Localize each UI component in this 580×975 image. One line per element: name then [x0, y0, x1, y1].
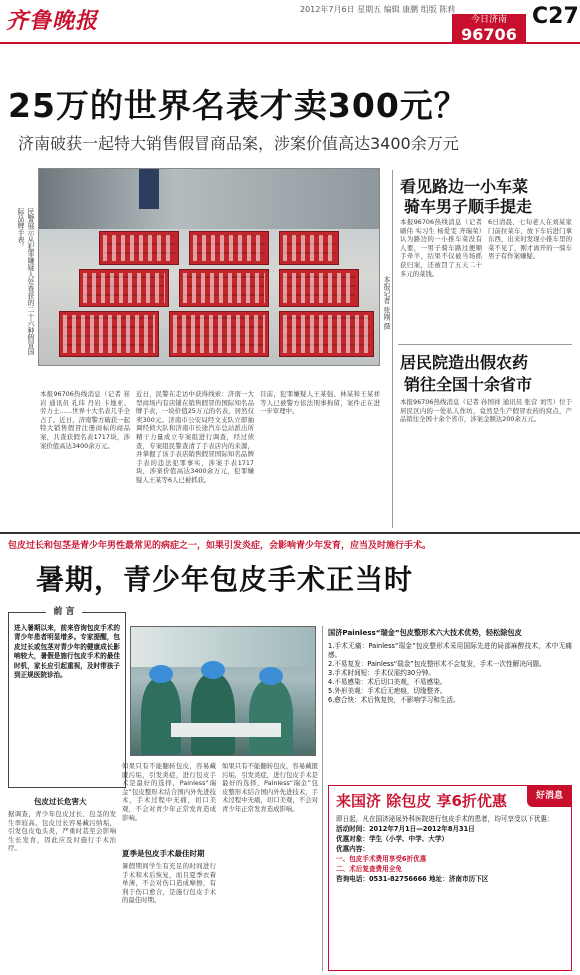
story3-body-p1: 本报96706热线消息（记者 孙国祥 通讯员 张营 刘雪）位于居民区内的一处私人作坊，竟然是生产假冒农药的窝点，产品销往全国十余个省市，涉案金额达200余万元。: [400, 398, 572, 424]
promo-line-7: 咨询电话：0531-82756666 地址：济南市历下区: [336, 875, 489, 883]
story3-headline-2: 销往全国十余省市: [404, 375, 533, 394]
lead-photo-byline: 本报记者 张刚 摄: [383, 276, 391, 330]
lead-subhead: 济南破获一起特大销售假冒商品案，涉案价值高达3400余万元: [18, 134, 459, 153]
promo-line-6: 二、术后复查费用全免: [336, 865, 402, 873]
summer-body-2: [222, 762, 318, 970]
harm-body-text: 据调查，青少年包皮过长、包茎的发生率较高。包皮过长容易藏污纳垢，引发包皮龟头炎，严重时甚至会影响生长发育，因此应及时施行手术治疗。: [8, 810, 116, 853]
promo-line-2: 活动时间：2012年7月1日—2012年8月31日: [336, 825, 475, 833]
summer-body-text: 暑假期间学生有充足的时间进行手术和术后恢复，而且夏季衣着单薄，不会对伤口造成摩擦，有利于伤口愈合，是施行包皮手术的最佳时期。: [122, 862, 216, 905]
subhead-harm: 包皮过长危害大: [34, 797, 87, 806]
tech-advantages-list: [328, 642, 572, 780]
edition-date: 2012年7月6日 星期五 编辑 康鹏 组版 陈莉: [300, 5, 456, 14]
summer-body-2-text: 如果只有不能翻转包皮，容易藏匿污垢，引发炎症，进行包皮手术是最好的选择，Painless“瑞金”包皮整形术结合国内外先进技术，手术过程中无痛，切口美观，不会对青少年正常发育造成影响。: [222, 762, 318, 813]
tech-advantage-3: 3.手术时间短：手术仅需约30分钟。: [328, 669, 435, 677]
lead-photo: [38, 168, 380, 366]
surgery-photo: [130, 626, 316, 756]
section-tag-number: 96706: [461, 25, 517, 44]
feature-headline: 暑期，青少年包皮手术正当时: [36, 563, 414, 596]
story2-body-2: [488, 218, 572, 336]
section-tag: [452, 14, 526, 43]
page-number: C27: [532, 4, 579, 29]
preface-title: 前 言: [46, 604, 82, 618]
story-divider: [398, 344, 572, 345]
harm-body: [8, 810, 116, 970]
lead-photo-caption: 民警展示从犯罪嫌疑人处查获的二十六种假冒国际品牌手表。: [17, 208, 35, 355]
promo-line-5: 一、包皮手术费用享受6折优惠: [336, 855, 427, 863]
lead-body-col2: [136, 390, 254, 528]
story3-headline-1: 居民院造出假农药: [400, 353, 529, 372]
promo-line-1: 即日起，凡在国济泌尿外科医院进行包皮手术的患者，均可享受以下优惠：: [336, 815, 554, 823]
story2-headline-2: 骑车男子顺手提走: [404, 197, 533, 216]
preface-body: [14, 624, 120, 782]
tech-advantage-6: 6.愈合快：术后恢复快，不影响学习和生活。: [328, 696, 460, 704]
promo-line-3: 优惠对象：学生（小学、中学、大学）: [336, 835, 449, 843]
promo-body: [336, 814, 566, 968]
promo-badge: 好消息: [527, 785, 572, 807]
story3-body: [400, 398, 572, 528]
story2-body: [400, 218, 482, 336]
preface-body-text: 进入暑期以来，前来咨询包皮手术的青少年患者明显增多。专家提醒，包皮过长或包茎对青少年的健康成长影响较大，暑假是施行包皮手术的最佳时机，家长应引起重视，及时带孩子到正规医院诊治。: [14, 624, 120, 680]
section-tag-label: 今日济南: [470, 15, 507, 25]
column-divider: [392, 170, 393, 528]
story2-headline-1: 看见路边一小车菜: [400, 177, 529, 196]
summer-body: [122, 862, 216, 970]
mid-body-text: 如果只有不能翻转包皮，容易藏匿污垢，引发炎症，进行包皮手术是最好的选择，Painless“瑞金”包皮整形术结合国内外先进技术，手术过程中无痛，切口美观，不会对青少年正常发育造成影响。: [122, 762, 216, 822]
promo-title: 来国济 除包皮 享6折优惠: [336, 792, 507, 810]
section-divider: [0, 532, 580, 534]
lead-headline: 25万的世界名表才卖300元？: [8, 86, 468, 125]
story2-body-p1: 本报96706热线消息（记者 刷伟 实习生 杨爱雯 齐瑞荣）认为路边的一小推车菜没有人要，一男子骑车路过便顺手牵羊，结果不仅被当场抓获归案，还被罚了五天二十多元的菜钱。: [400, 218, 482, 278]
lead-body-p1: 本报96706热线消息（记者 崔岩 通讯员 孔玮 丹岩 卡地亚、劳力士……世界十大名表几乎全占了。近日，济南警方破获一起特大销售假冒注册商标的商品案，共查获假名表1717块，涉案价值高达3400余万元。: [40, 390, 130, 450]
tech-advantage-4: 4.不易感染：术后切口美观，不易感染。: [328, 678, 447, 686]
tech-advantage-2: 2.不易复发：Painless“瑞金”包皮整形术不会复发，手术一次性解决问题。: [328, 660, 546, 668]
lead-body-col1: [40, 390, 130, 528]
tech-advantage-5: 5.外形美观：手术后无疤痕，切缘整齐。: [328, 687, 447, 695]
tech-advantage-1: 1.手术无痛：Painless“瑞金”包皮整形术采用国际先进的局部麻醉技术，术中无痛感。: [328, 642, 572, 659]
promo-line-4: 优惠内容：: [336, 845, 369, 853]
tech-advantages-title: 国济Painless“瑞金”包皮整形术六大技术优势，轻松除包皮: [328, 628, 522, 637]
newspaper-logo: 齐鲁晚报: [6, 8, 99, 34]
lead-body-col3: [260, 390, 380, 528]
lead-body-p3: 目前，犯罪嫌疑人王某强、林某和王某祥等人已被警方依法刑事拘留，案件正在进一步审理中。: [260, 390, 380, 416]
feature-banner: 包皮过长和包茎是青少年男性最常见的病症之一，如果引发炎症，会影响青少年发育，应当及时施行手术。: [8, 541, 432, 551]
lead-body-p2: 近日，民警在走访中获得线索：济南一大型商场内有店铺在销售假冒的国际知名品牌手表，一块价值25万元的名表，居然仅卖300元。济南市公安局经文支队立即抽调经侦大队和济南市长途汽车总站派出所精干力量成立专案组进行调查，经过侦查，专案组民警查清了手表店内的来源，并掌握了该手表店销售假冒国际知名品牌手表的违法犯罪事实，涉案手表1717块，涉案价值高达3400余万元，犯罪嫌疑人王某等6人已被抓获。: [136, 390, 254, 484]
feature-divider: [322, 626, 323, 971]
subhead-summer: 夏季是包皮手术最佳时期: [122, 849, 205, 858]
story2-body-p2: 6日清晨，七旬老人在刘某家门前拉菜车，放下车后进门拿东西，出来时发现小推车里的菜不见了，刚才离开的一骑车男子有作案嫌疑。: [488, 218, 572, 261]
mid-body: [122, 762, 216, 842]
